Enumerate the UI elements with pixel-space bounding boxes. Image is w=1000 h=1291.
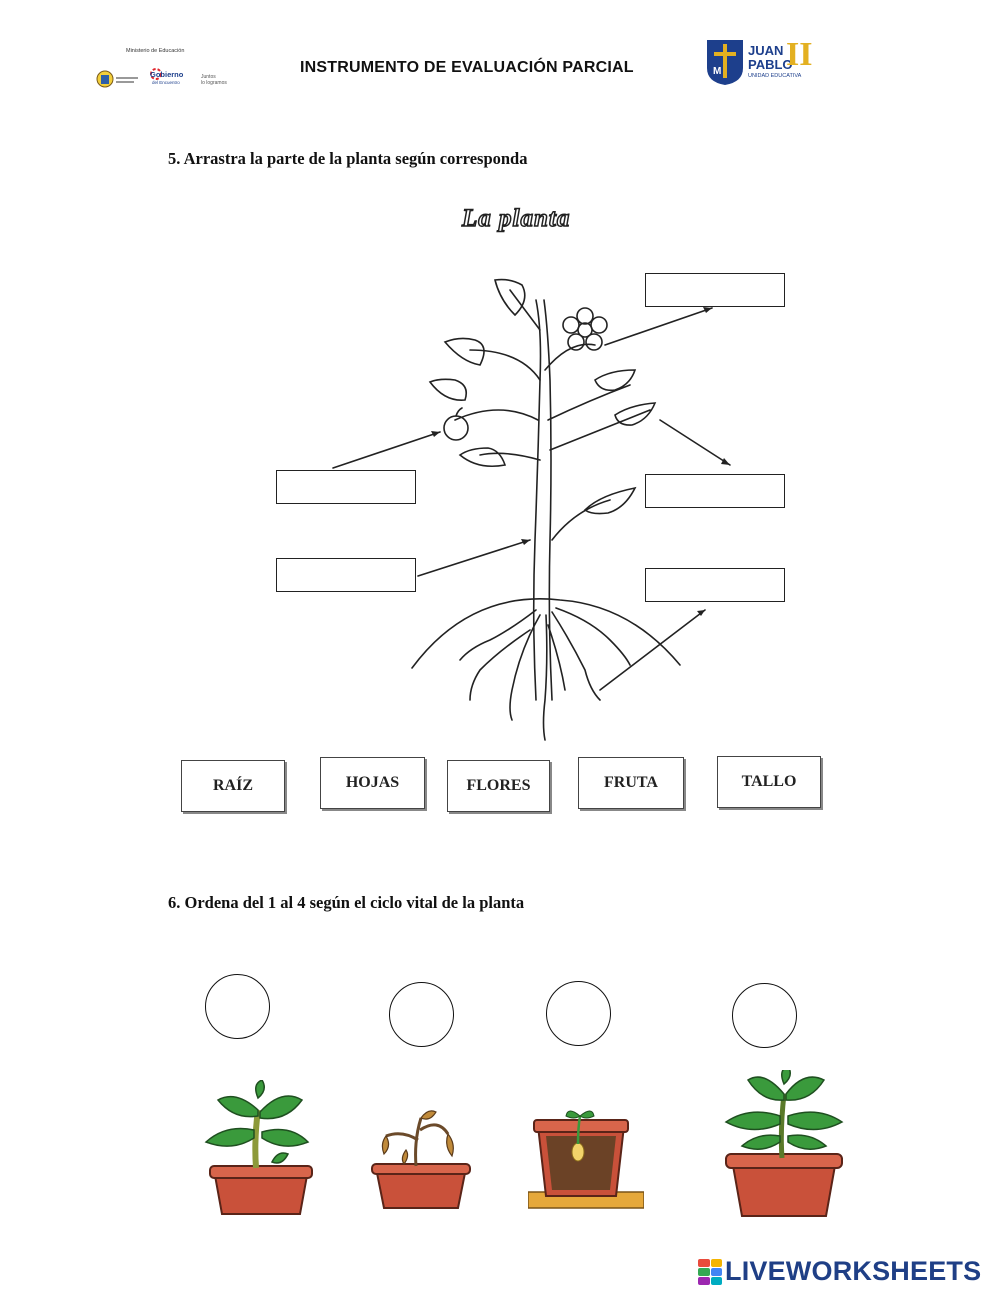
drop-box-flower[interactable] xyxy=(645,273,785,307)
main-stem xyxy=(534,300,541,700)
roots xyxy=(460,610,536,660)
order-circle-2[interactable] xyxy=(389,982,454,1047)
drop-box-fruit[interactable] xyxy=(276,470,416,504)
ministry-title: Ministerio de Educación xyxy=(126,48,185,54)
word-card-flores[interactable]: FLORES xyxy=(447,760,550,812)
gov-logo: Gobierno xyxy=(150,70,184,79)
liveworksheets-wordmark: LIVEWORKSHEETS xyxy=(725,1256,982,1286)
liveworksheets-logo xyxy=(698,1256,981,1287)
mature-plant-icon xyxy=(720,1070,848,1220)
leaf xyxy=(595,370,635,390)
word-card-raiz[interactable]: RAÍZ xyxy=(181,760,285,812)
young-plant-icon xyxy=(196,1080,320,1220)
withered-plant-icon xyxy=(366,1100,476,1212)
question-5-prompt: 5. Arrastra la parte de la planta según corresponda xyxy=(168,149,528,168)
leaf xyxy=(445,338,484,365)
page-title: INSTRUMENTO DE EVALUACIÓN PARCIAL xyxy=(300,59,634,76)
liveworksheets-icon xyxy=(698,1259,722,1285)
seedling-icon xyxy=(528,1104,644,1214)
question-6-prompt: 6. Ordena del 1 al 4 según el ciclo vital de la planta xyxy=(168,893,525,912)
order-circle-4[interactable] xyxy=(732,983,797,1048)
leaf xyxy=(460,448,505,466)
drop-box-leaves[interactable] xyxy=(645,474,785,508)
gov-tagline: Juntos lo logramos xyxy=(201,74,227,86)
gov-subtitle: del Encuentro xyxy=(152,80,180,85)
school-name-line1: JUAN xyxy=(748,43,784,58)
order-circle-3[interactable] xyxy=(546,981,611,1046)
order-circle-1[interactable] xyxy=(205,974,270,1039)
word-card-hojas[interactable]: HOJAS xyxy=(320,757,425,809)
leaf xyxy=(495,280,525,315)
school-name-line2: PABLO xyxy=(748,57,793,72)
diagram-title: La planta xyxy=(462,205,571,232)
word-card-fruta[interactable]: FRUTA xyxy=(578,757,684,809)
school-roman-numeral: II xyxy=(786,36,813,73)
school-subtitle: UNIDAD EDUCATIVA xyxy=(748,73,802,79)
drop-box-root[interactable] xyxy=(645,568,785,602)
word-card-tallo[interactable]: TALLO xyxy=(717,756,821,808)
svg-text:M: M xyxy=(713,66,722,77)
leaf xyxy=(430,379,466,400)
drop-box-stem[interactable] xyxy=(276,558,416,592)
